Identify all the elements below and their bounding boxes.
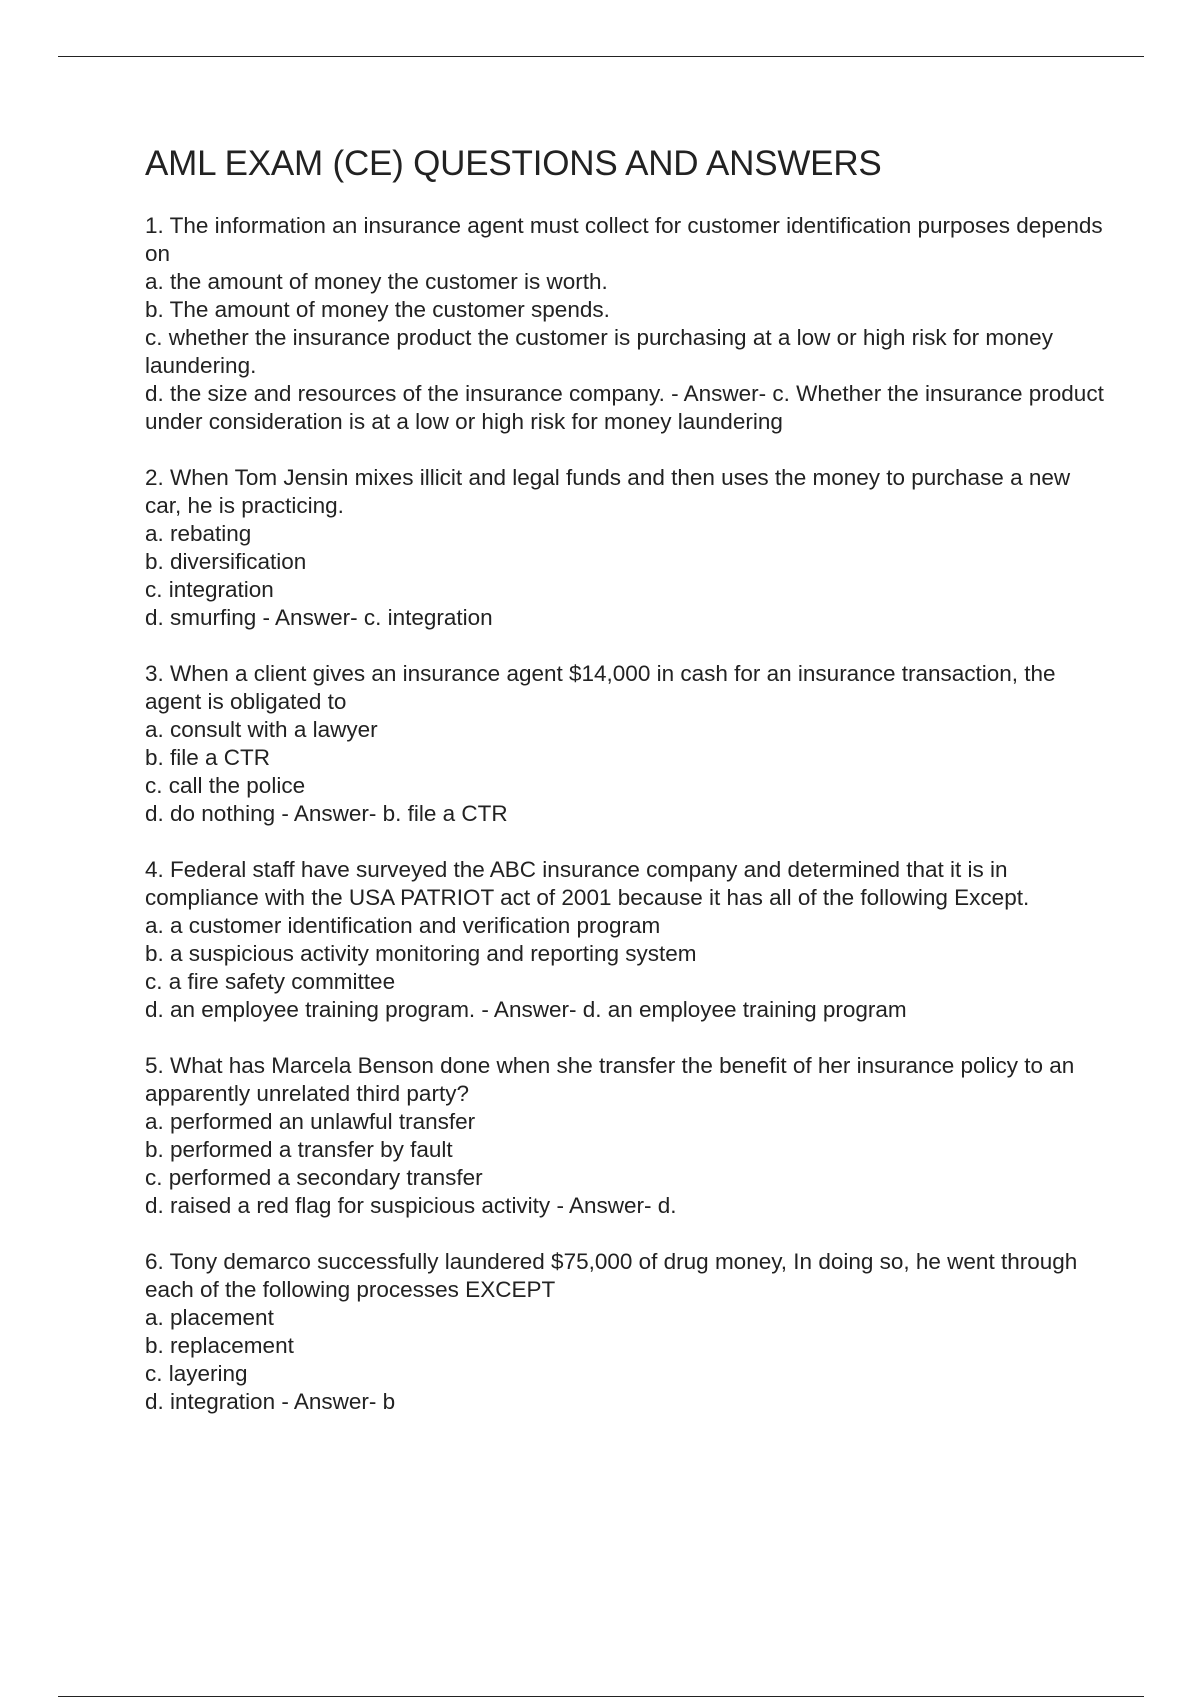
document-body [145, 142, 1105, 1444]
answer-option-d: d. integration - Answer- b [145, 1389, 396, 1414]
answer-option-c: c. integration [145, 577, 274, 602]
document-title: AML EXAM (CE) QUESTIONS AND ANSWERS [145, 144, 882, 183]
answer-option-c: c. a fire safety committee [145, 969, 396, 994]
answer-option-c: c. whether the insurance product the customer is purchasing at a low or high risk for money laundering. [145, 325, 1053, 378]
answer-option-b: b. diversification [145, 549, 307, 574]
question-stem: 5. What has Marcela Benson done when she transfer the benefit of her insurance policy to an apparently unrelated third party? [145, 1053, 1075, 1106]
question-3 [145, 660, 1105, 828]
answer-option-b: b. file a CTR [145, 745, 271, 770]
question-4 [145, 856, 1105, 1024]
answer-option-d: d. the size and resources of the insurance company. - Answer- c. Whether the insurance product under consideration is at a low or high risk for money laundering [145, 381, 1104, 434]
answer-option-d: d. smurfing - Answer- c. integration [145, 605, 493, 630]
question-stem: 6. Tony demarco successfully laundered $75,000 of drug money, In doing so, he went through each of the following processes EXCEPT [145, 1249, 1078, 1302]
question-2 [145, 464, 1105, 632]
question-6 [145, 1248, 1105, 1416]
answer-option-d: d. raised a red flag for suspicious activity - Answer- d. [145, 1193, 677, 1218]
answer-option-a: a. consult with a lawyer [145, 717, 378, 742]
answer-option-a: a. placement [145, 1305, 274, 1330]
question-stem: 4. Federal staff have surveyed the ABC insurance company and determined that it is in compliance with the USA PATRIOT act of 2001 because it has all of the following Except. [145, 857, 1030, 910]
question-1 [145, 212, 1105, 436]
question-stem: 3. When a client gives an insurance agent $14,000 in cash for an insurance transaction, the agent is obligated to [145, 661, 1056, 714]
answer-option-a: a. performed an unlawful transfer [145, 1109, 476, 1134]
answer-option-c: c. performed a secondary transfer [145, 1165, 483, 1190]
answer-option-a: a. rebating [145, 521, 252, 546]
answer-option-c: c. call the police [145, 773, 306, 798]
answer-option-b: b. The amount of money the customer spends. [145, 297, 610, 322]
answer-option-b: b. a suspicious activity monitoring and reporting system [145, 941, 697, 966]
answer-option-d: d. do nothing - Answer- b. file a CTR [145, 801, 508, 826]
answer-option-c: c. layering [145, 1361, 248, 1386]
answer-option-b: b. performed a transfer by fault [145, 1137, 453, 1162]
question-5 [145, 1052, 1105, 1220]
bottom-rule [58, 1696, 1144, 1697]
answer-option-a: a. a customer identification and verification program [145, 913, 661, 938]
question-stem: 1. The information an insurance agent must collect for customer identification purposes depends on [145, 213, 1103, 266]
answer-option-d: d. an employee training program. - Answer- d. an employee training program [145, 997, 907, 1022]
answer-option-b: b. replacement [145, 1333, 294, 1358]
answer-option-a: a. the amount of money the customer is worth. [145, 269, 608, 294]
question-stem: 2. When Tom Jensin mixes illicit and legal funds and then uses the money to purchase a new car, he is practicing. [145, 465, 1071, 518]
top-rule [58, 56, 1144, 57]
